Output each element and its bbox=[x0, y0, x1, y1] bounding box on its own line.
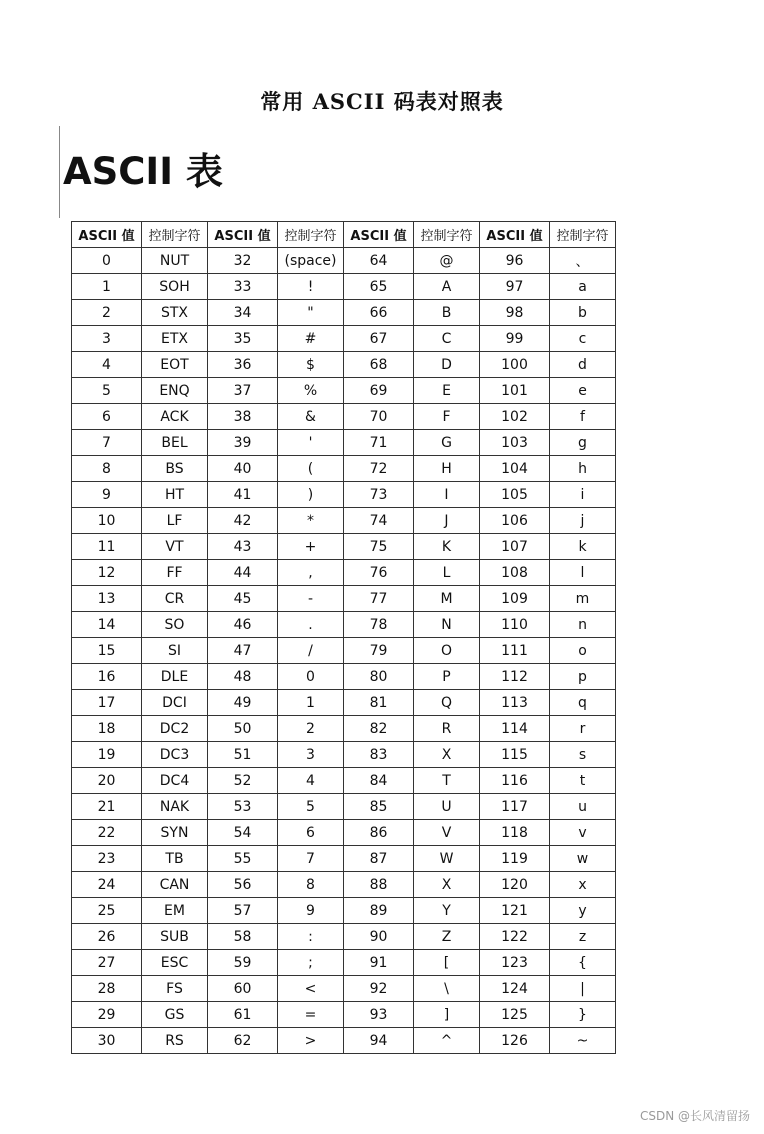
char-cell: B bbox=[414, 300, 480, 326]
char-cell: 、 bbox=[550, 248, 616, 274]
ascii-value-cell: 107 bbox=[480, 534, 550, 560]
char-cell: = bbox=[278, 1002, 344, 1028]
ascii-value-cell: 47 bbox=[208, 638, 278, 664]
ascii-value-cell: 78 bbox=[344, 612, 414, 638]
char-cell: y bbox=[550, 898, 616, 924]
ascii-value-cell: 40 bbox=[208, 456, 278, 482]
char-cell: . bbox=[278, 612, 344, 638]
table-row bbox=[72, 846, 616, 872]
ascii-value-cell: 49 bbox=[208, 690, 278, 716]
ascii-value-cell: 118 bbox=[480, 820, 550, 846]
ascii-value-cell: 100 bbox=[480, 352, 550, 378]
table-row bbox=[72, 586, 616, 612]
ascii-value-cell: 125 bbox=[480, 1002, 550, 1028]
char-cell: X bbox=[414, 872, 480, 898]
char-cell: Q bbox=[414, 690, 480, 716]
char-cell: ] bbox=[414, 1002, 480, 1028]
char-cell: BEL bbox=[142, 430, 208, 456]
ascii-value-cell: 23 bbox=[72, 846, 142, 872]
char-cell: & bbox=[278, 404, 344, 430]
table-row bbox=[72, 456, 616, 482]
ascii-value-cell: 110 bbox=[480, 612, 550, 638]
char-cell: g bbox=[550, 430, 616, 456]
ascii-value-cell: 103 bbox=[480, 430, 550, 456]
table-row bbox=[72, 248, 616, 274]
char-cell: p bbox=[550, 664, 616, 690]
char-cell: SO bbox=[142, 612, 208, 638]
ascii-value-cell: 50 bbox=[208, 716, 278, 742]
char-cell: X bbox=[414, 742, 480, 768]
ascii-value-cell: 1 bbox=[72, 274, 142, 300]
ascii-value-cell: 62 bbox=[208, 1028, 278, 1054]
ascii-value-cell: 82 bbox=[344, 716, 414, 742]
table-row bbox=[72, 638, 616, 664]
char-cell: DCI bbox=[142, 690, 208, 716]
char-cell: 8 bbox=[278, 872, 344, 898]
ascii-value-cell: 36 bbox=[208, 352, 278, 378]
char-cell: ESC bbox=[142, 950, 208, 976]
char-cell: - bbox=[278, 586, 344, 612]
ascii-value-cell: 112 bbox=[480, 664, 550, 690]
ascii-value-cell: 29 bbox=[72, 1002, 142, 1028]
table-row bbox=[72, 742, 616, 768]
char-cell: A bbox=[414, 274, 480, 300]
ascii-value-cell: 54 bbox=[208, 820, 278, 846]
char-cell: STX bbox=[142, 300, 208, 326]
table-row bbox=[72, 898, 616, 924]
ascii-value-cell: 0 bbox=[72, 248, 142, 274]
ascii-value-cell: 98 bbox=[480, 300, 550, 326]
ascii-value-cell: 20 bbox=[72, 768, 142, 794]
table-row bbox=[72, 430, 616, 456]
char-cell: RS bbox=[142, 1028, 208, 1054]
char-cell: ! bbox=[278, 274, 344, 300]
char-cell: P bbox=[414, 664, 480, 690]
char-cell: TB bbox=[142, 846, 208, 872]
table-row bbox=[72, 664, 616, 690]
char-cell: a bbox=[550, 274, 616, 300]
char-cell: VT bbox=[142, 534, 208, 560]
char-cell: h bbox=[550, 456, 616, 482]
char-cell: DC2 bbox=[142, 716, 208, 742]
ascii-value-cell: 64 bbox=[344, 248, 414, 274]
ascii-value-cell: 111 bbox=[480, 638, 550, 664]
char-cell: N bbox=[414, 612, 480, 638]
ascii-value-cell: 83 bbox=[344, 742, 414, 768]
char-cell: EM bbox=[142, 898, 208, 924]
char-cell: [ bbox=[414, 950, 480, 976]
ascii-value-cell: 16 bbox=[72, 664, 142, 690]
ascii-value-cell: 86 bbox=[344, 820, 414, 846]
char-cell: l bbox=[550, 560, 616, 586]
char-cell: LF bbox=[142, 508, 208, 534]
ascii-value-cell: 3 bbox=[72, 326, 142, 352]
ascii-value-cell: 109 bbox=[480, 586, 550, 612]
char-cell: @ bbox=[414, 248, 480, 274]
ascii-value-cell: 27 bbox=[72, 950, 142, 976]
ascii-value-cell: 65 bbox=[344, 274, 414, 300]
ascii-value-cell: 91 bbox=[344, 950, 414, 976]
header-control-char: 控制字符 bbox=[278, 222, 344, 248]
char-cell: 0 bbox=[278, 664, 344, 690]
ascii-value-cell: 56 bbox=[208, 872, 278, 898]
char-cell: o bbox=[550, 638, 616, 664]
char-cell: z bbox=[550, 924, 616, 950]
ascii-table bbox=[71, 221, 616, 1054]
table-row bbox=[72, 950, 616, 976]
char-cell: K bbox=[414, 534, 480, 560]
char-cell: 9 bbox=[278, 898, 344, 924]
ascii-value-cell: 87 bbox=[344, 846, 414, 872]
char-cell: u bbox=[550, 794, 616, 820]
ascii-value-cell: 8 bbox=[72, 456, 142, 482]
table-row bbox=[72, 274, 616, 300]
ascii-value-cell: 72 bbox=[344, 456, 414, 482]
ascii-value-cell: 71 bbox=[344, 430, 414, 456]
ascii-value-cell: 96 bbox=[480, 248, 550, 274]
char-cell: < bbox=[278, 976, 344, 1002]
header-ascii-value: ASCII 值 bbox=[72, 222, 142, 248]
char-cell: ETX bbox=[142, 326, 208, 352]
margin-rule bbox=[59, 126, 60, 218]
char-cell: j bbox=[550, 508, 616, 534]
table-row bbox=[72, 1028, 616, 1054]
char-cell: > bbox=[278, 1028, 344, 1054]
char-cell: HT bbox=[142, 482, 208, 508]
ascii-value-cell: 10 bbox=[72, 508, 142, 534]
ascii-value-cell: 101 bbox=[480, 378, 550, 404]
watermark: CSDN @长风清留扬 bbox=[639, 1109, 750, 1123]
char-cell: ^ bbox=[414, 1028, 480, 1054]
ascii-value-cell: 74 bbox=[344, 508, 414, 534]
char-cell: ( bbox=[278, 456, 344, 482]
char-cell: NUT bbox=[142, 248, 208, 274]
ascii-value-cell: 84 bbox=[344, 768, 414, 794]
ascii-value-cell: 35 bbox=[208, 326, 278, 352]
ascii-value-cell: 11 bbox=[72, 534, 142, 560]
ascii-value-cell: 124 bbox=[480, 976, 550, 1002]
ascii-value-cell: 33 bbox=[208, 274, 278, 300]
ascii-value-cell: 61 bbox=[208, 1002, 278, 1028]
ascii-value-cell: 73 bbox=[344, 482, 414, 508]
char-cell: R bbox=[414, 716, 480, 742]
char-cell: E bbox=[414, 378, 480, 404]
char-cell: T bbox=[414, 768, 480, 794]
char-cell: M bbox=[414, 586, 480, 612]
char-cell: : bbox=[278, 924, 344, 950]
ascii-value-cell: 123 bbox=[480, 950, 550, 976]
ascii-value-cell: 102 bbox=[480, 404, 550, 430]
table-row bbox=[72, 326, 616, 352]
char-cell: FS bbox=[142, 976, 208, 1002]
table-row bbox=[72, 560, 616, 586]
ascii-value-cell: 51 bbox=[208, 742, 278, 768]
ascii-value-cell: 122 bbox=[480, 924, 550, 950]
ascii-value-cell: 76 bbox=[344, 560, 414, 586]
char-cell: ~ bbox=[550, 1028, 616, 1054]
ascii-value-cell: 108 bbox=[480, 560, 550, 586]
ascii-value-cell: 94 bbox=[344, 1028, 414, 1054]
table-row bbox=[72, 1002, 616, 1028]
char-cell: I bbox=[414, 482, 480, 508]
ascii-value-cell: 115 bbox=[480, 742, 550, 768]
char-cell: W bbox=[414, 846, 480, 872]
table-row bbox=[72, 482, 616, 508]
char-cell: EOT bbox=[142, 352, 208, 378]
ascii-value-cell: 46 bbox=[208, 612, 278, 638]
char-cell: w bbox=[550, 846, 616, 872]
ascii-value-cell: 93 bbox=[344, 1002, 414, 1028]
table-header-row bbox=[72, 222, 616, 248]
ascii-value-cell: 77 bbox=[344, 586, 414, 612]
char-cell: { bbox=[550, 950, 616, 976]
ascii-value-cell: 38 bbox=[208, 404, 278, 430]
ascii-value-cell: 48 bbox=[208, 664, 278, 690]
ascii-value-cell: 59 bbox=[208, 950, 278, 976]
ascii-value-cell: 88 bbox=[344, 872, 414, 898]
table-row bbox=[72, 872, 616, 898]
table-row bbox=[72, 820, 616, 846]
table-row bbox=[72, 352, 616, 378]
char-cell: DLE bbox=[142, 664, 208, 690]
ascii-value-cell: 53 bbox=[208, 794, 278, 820]
char-cell: Y bbox=[414, 898, 480, 924]
ascii-value-cell: 17 bbox=[72, 690, 142, 716]
ascii-value-cell: 45 bbox=[208, 586, 278, 612]
char-cell: f bbox=[550, 404, 616, 430]
document-title: 常用 ASCII 码表对照表 bbox=[260, 89, 504, 114]
ascii-value-cell: 2 bbox=[72, 300, 142, 326]
char-cell: * bbox=[278, 508, 344, 534]
char-cell: GS bbox=[142, 1002, 208, 1028]
char-cell: 3 bbox=[278, 742, 344, 768]
char-cell: k bbox=[550, 534, 616, 560]
ascii-value-cell: 26 bbox=[72, 924, 142, 950]
char-cell: i bbox=[550, 482, 616, 508]
ascii-value-cell: 18 bbox=[72, 716, 142, 742]
ascii-value-cell: 79 bbox=[344, 638, 414, 664]
ascii-value-cell: 114 bbox=[480, 716, 550, 742]
table-row bbox=[72, 794, 616, 820]
char-cell: ACK bbox=[142, 404, 208, 430]
table-body bbox=[72, 248, 616, 1054]
ascii-value-cell: 39 bbox=[208, 430, 278, 456]
header-control-char: 控制字符 bbox=[414, 222, 480, 248]
char-cell: r bbox=[550, 716, 616, 742]
ascii-value-cell: 105 bbox=[480, 482, 550, 508]
table-row bbox=[72, 378, 616, 404]
char-cell: SUB bbox=[142, 924, 208, 950]
table-row bbox=[72, 508, 616, 534]
ascii-value-cell: 69 bbox=[344, 378, 414, 404]
table-row bbox=[72, 534, 616, 560]
header-ascii-value: ASCII 值 bbox=[480, 222, 550, 248]
char-cell: L bbox=[414, 560, 480, 586]
ascii-value-cell: 6 bbox=[72, 404, 142, 430]
ascii-value-cell: 41 bbox=[208, 482, 278, 508]
ascii-value-cell: 37 bbox=[208, 378, 278, 404]
table-row bbox=[72, 924, 616, 950]
char-cell: D bbox=[414, 352, 480, 378]
char-cell: J bbox=[414, 508, 480, 534]
char-cell: # bbox=[278, 326, 344, 352]
char-cell: % bbox=[278, 378, 344, 404]
ascii-value-cell: 68 bbox=[344, 352, 414, 378]
char-cell: ) bbox=[278, 482, 344, 508]
char-cell: v bbox=[550, 820, 616, 846]
char-cell: ENQ bbox=[142, 378, 208, 404]
ascii-value-cell: 14 bbox=[72, 612, 142, 638]
char-cell: DC3 bbox=[142, 742, 208, 768]
ascii-value-cell: 60 bbox=[208, 976, 278, 1002]
header-control-char: 控制字符 bbox=[142, 222, 208, 248]
char-cell: 1 bbox=[278, 690, 344, 716]
char-cell: SI bbox=[142, 638, 208, 664]
header-ascii-value: ASCII 值 bbox=[344, 222, 414, 248]
char-cell: V bbox=[414, 820, 480, 846]
char-cell: F bbox=[414, 404, 480, 430]
char-cell: O bbox=[414, 638, 480, 664]
ascii-value-cell: 5 bbox=[72, 378, 142, 404]
char-cell: C bbox=[414, 326, 480, 352]
ascii-value-cell: 80 bbox=[344, 664, 414, 690]
char-cell: 5 bbox=[278, 794, 344, 820]
ascii-value-cell: 121 bbox=[480, 898, 550, 924]
char-cell: SYN bbox=[142, 820, 208, 846]
char-cell: t bbox=[550, 768, 616, 794]
ascii-value-cell: 58 bbox=[208, 924, 278, 950]
char-cell: BS bbox=[142, 456, 208, 482]
ascii-value-cell: 70 bbox=[344, 404, 414, 430]
char-cell: m bbox=[550, 586, 616, 612]
char-cell: x bbox=[550, 872, 616, 898]
ascii-value-cell: 13 bbox=[72, 586, 142, 612]
ascii-value-cell: 12 bbox=[72, 560, 142, 586]
char-cell: (space) bbox=[278, 248, 344, 274]
ascii-value-cell: 25 bbox=[72, 898, 142, 924]
char-cell: 2 bbox=[278, 716, 344, 742]
ascii-value-cell: 30 bbox=[72, 1028, 142, 1054]
char-cell: CAN bbox=[142, 872, 208, 898]
ascii-value-cell: 67 bbox=[344, 326, 414, 352]
ascii-value-cell: 66 bbox=[344, 300, 414, 326]
char-cell: | bbox=[550, 976, 616, 1002]
char-cell: FF bbox=[142, 560, 208, 586]
ascii-value-cell: 9 bbox=[72, 482, 142, 508]
ascii-value-cell: 34 bbox=[208, 300, 278, 326]
ascii-value-cell: 43 bbox=[208, 534, 278, 560]
char-cell: } bbox=[550, 1002, 616, 1028]
ascii-value-cell: 89 bbox=[344, 898, 414, 924]
char-cell: , bbox=[278, 560, 344, 586]
char-cell: / bbox=[278, 638, 344, 664]
char-cell: NAK bbox=[142, 794, 208, 820]
ascii-value-cell: 113 bbox=[480, 690, 550, 716]
char-cell: U bbox=[414, 794, 480, 820]
char-cell: " bbox=[278, 300, 344, 326]
char-cell: q bbox=[550, 690, 616, 716]
char-cell: 4 bbox=[278, 768, 344, 794]
char-cell: $ bbox=[278, 352, 344, 378]
ascii-value-cell: 22 bbox=[72, 820, 142, 846]
char-cell: ' bbox=[278, 430, 344, 456]
char-cell: CR bbox=[142, 586, 208, 612]
ascii-value-cell: 97 bbox=[480, 274, 550, 300]
char-cell: ; bbox=[278, 950, 344, 976]
char-cell: \ bbox=[414, 976, 480, 1002]
char-cell: H bbox=[414, 456, 480, 482]
char-cell: G bbox=[414, 430, 480, 456]
table-row bbox=[72, 612, 616, 638]
ascii-value-cell: 126 bbox=[480, 1028, 550, 1054]
char-cell: DC4 bbox=[142, 768, 208, 794]
ascii-value-cell: 75 bbox=[344, 534, 414, 560]
ascii-value-cell: 57 bbox=[208, 898, 278, 924]
char-cell: n bbox=[550, 612, 616, 638]
ascii-value-cell: 15 bbox=[72, 638, 142, 664]
table-row bbox=[72, 404, 616, 430]
ascii-value-cell: 52 bbox=[208, 768, 278, 794]
header-control-char: 控制字符 bbox=[550, 222, 616, 248]
ascii-value-cell: 117 bbox=[480, 794, 550, 820]
ascii-value-cell: 55 bbox=[208, 846, 278, 872]
header-ascii-value: ASCII 值 bbox=[208, 222, 278, 248]
char-cell: d bbox=[550, 352, 616, 378]
char-cell: Z bbox=[414, 924, 480, 950]
ascii-value-cell: 7 bbox=[72, 430, 142, 456]
ascii-value-cell: 106 bbox=[480, 508, 550, 534]
ascii-value-cell: 119 bbox=[480, 846, 550, 872]
table-row bbox=[72, 300, 616, 326]
char-cell: s bbox=[550, 742, 616, 768]
char-cell: 6 bbox=[278, 820, 344, 846]
ascii-value-cell: 99 bbox=[480, 326, 550, 352]
ascii-value-cell: 42 bbox=[208, 508, 278, 534]
table-row bbox=[72, 690, 616, 716]
char-cell: b bbox=[550, 300, 616, 326]
char-cell: c bbox=[550, 326, 616, 352]
ascii-value-cell: 44 bbox=[208, 560, 278, 586]
table-row bbox=[72, 976, 616, 1002]
ascii-value-cell: 28 bbox=[72, 976, 142, 1002]
ascii-value-cell: 90 bbox=[344, 924, 414, 950]
char-cell: e bbox=[550, 378, 616, 404]
ascii-value-cell: 85 bbox=[344, 794, 414, 820]
table-row bbox=[72, 768, 616, 794]
ascii-value-cell: 104 bbox=[480, 456, 550, 482]
ascii-value-cell: 21 bbox=[72, 794, 142, 820]
char-cell: SOH bbox=[142, 274, 208, 300]
ascii-value-cell: 32 bbox=[208, 248, 278, 274]
ascii-value-cell: 92 bbox=[344, 976, 414, 1002]
ascii-value-cell: 24 bbox=[72, 872, 142, 898]
char-cell: 7 bbox=[278, 846, 344, 872]
ascii-value-cell: 81 bbox=[344, 690, 414, 716]
table-row bbox=[72, 716, 616, 742]
ascii-value-cell: 116 bbox=[480, 768, 550, 794]
ascii-value-cell: 19 bbox=[72, 742, 142, 768]
section-heading: ASCII 表 bbox=[63, 150, 223, 193]
char-cell: + bbox=[278, 534, 344, 560]
ascii-value-cell: 120 bbox=[480, 872, 550, 898]
ascii-value-cell: 4 bbox=[72, 352, 142, 378]
